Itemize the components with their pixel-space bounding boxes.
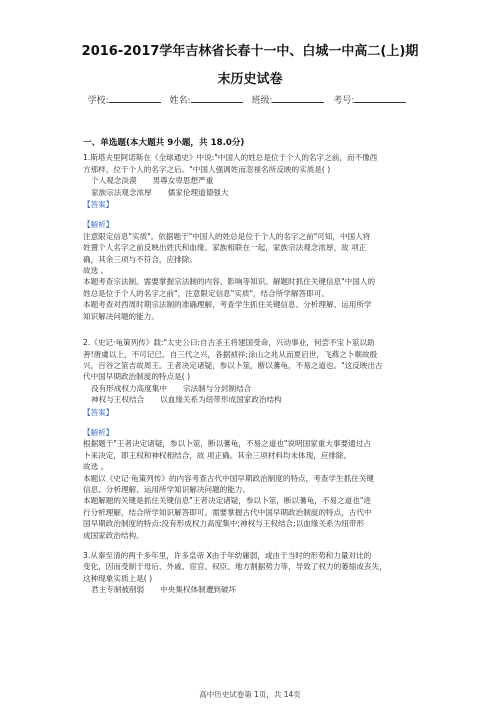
q1-stem-line: 1.斯塔夫里阿诺斯在《全球通史》中说:"中国人的姓总是位于个人的名字之前，而不像西 — [83, 153, 378, 163]
exam-number-blank — [354, 93, 406, 103]
q1-analysis-line: 本题考查宗法制。需要掌握宗法制的内容、影响等知识。解题时抓住关键信息"中国人的 — [83, 277, 376, 287]
section-title: 一、单选题(本大题共 9小题，共 18.0分) — [83, 138, 245, 148]
q2-stem-line: 善!唐虞以上，不可记已。自三代之兴，各据祯祥;涂山之兆从而夏启世，飞燕之卜顺故殷 — [83, 349, 378, 359]
q2-analysis-line: 信息、分析理解、运用所学知识解决问题的能力。 — [83, 484, 251, 494]
exam-number-label: 考号: — [333, 96, 355, 106]
q2-options-row — [83, 383, 413, 394]
q2-option-d: 以血缘关系为纽带形成国家政治结构 — [160, 395, 282, 405]
q2-option-c: 神权与王权结合 — [91, 395, 145, 405]
q2-answer-label: 【答案】 — [83, 407, 114, 417]
q1-options-row — [83, 187, 413, 198]
q2-analysis-line: 本题解题的关键是抓住关键信息"王者决定诸疑，参以卜筮，断以蓍龟，不易之道也"进 — [83, 496, 371, 506]
exam-content — [83, 138, 413, 596]
q2-analysis-line: 国早期政治制度的特点:没有形成权力高度集中;神权与王权结合;以血缘关系为纽带形 — [83, 519, 365, 529]
q1-stem-line: 方那样，位于个人的名字之后。"中国人强调姓而忽视名所反映的实质是( ) — [83, 164, 331, 174]
q3-option-b: 中央集权体制遭到破坏 — [160, 585, 237, 595]
school-blank — [109, 93, 161, 103]
q2-analysis-line: 根据题干"王者决定诸疑，参以卜筮，断以蓍龟，不易之道也"说明国家重大事要通过占 — [83, 439, 371, 449]
q2-analysis-line: 成国家政治结构。 — [83, 530, 144, 540]
page-footer: 高中历史试卷第 1页，共 14页 — [199, 690, 301, 699]
q1-analysis-line: 知识解决问题的能力。 — [83, 311, 159, 321]
q1-option-b: 男尊女卑思想严重 — [152, 176, 214, 186]
name-blank — [191, 93, 243, 103]
q3-options-row — [83, 584, 413, 595]
q1-option-c: 家族宗法观念浓厚 — [91, 187, 152, 197]
question-3 — [83, 550, 413, 596]
q1-analysis-line: 确，其余三项与不符合，应排除。 — [83, 254, 197, 264]
q2-option-b: 宗法制与分封制结合 — [182, 383, 252, 393]
q2-option-a: 没有形成权力高度集中 — [91, 383, 167, 393]
q2-stem-line: 2.《史记·龟策列传》载:"太史公曰:自古圣王将建国受命，兴动事业，何尝不宝卜筮以助 — [83, 338, 375, 348]
student-info-row — [0, 93, 500, 106]
q3-stem-line: 这种现象实质上是( ) — [83, 573, 153, 583]
q1-analysis-line: 注意限定信息"实质"。依据题干"中国人的姓总是位于个人的名字之前"可知，中国人将 — [83, 231, 371, 241]
q2-stem-line: 代中国早期政治制度的特点是( ) — [83, 372, 191, 382]
exam-title-line2: 末历史试卷 — [217, 72, 283, 87]
q2-analysis-line: 故选 。 — [83, 462, 109, 472]
q2-analysis-line: 本题以《史记·龟策列传》的内容考查古代中国早期政治制度的特点，考查学生抓住关键 — [83, 473, 374, 483]
q2-options-row — [83, 394, 413, 405]
q1-options-row — [83, 175, 413, 186]
q1-answer-label: 【答案】 — [83, 200, 114, 210]
q1-option-d: 儒家伦理道德强大 — [167, 187, 229, 197]
q3-stem-line: 3.从秦至清的两千多年里，许多皇帝 X由于年幼庸弱，或由于当时的形势和力量对比的 — [83, 551, 372, 560]
q1-analysis-line: 姓总是位于个人的名字之前"，注意限定信息"实质"，结合所学解答即可。 — [83, 288, 329, 298]
q2-analysis-label: 【解析】 — [83, 427, 114, 437]
q2-analysis-line: 卜来决定，即王权和神权相结合，故 项正确。其余三项材料均未体现，应排除。 — [83, 450, 352, 460]
q1-analysis-line: 故选 。 — [83, 266, 109, 276]
q1-analysis-line: 本题考查对西周时期宗法制的准确理解，考查学生抓住关键信息、分析理解、运用所学 — [83, 300, 372, 310]
class-blank — [272, 93, 324, 103]
school-label: 学校: — [87, 96, 109, 106]
question-2 — [83, 337, 413, 541]
q3-option-a: 君主专制被削弱 — [91, 585, 145, 595]
exam-title-line1: 2016-2017学年吉林省长春十一中、白城一中高二(上)期 — [81, 44, 419, 59]
q1-analysis-label: 【解析】 — [83, 220, 114, 230]
q1-analysis-line: 姓置个人名字之前反映出姓氏和血缘、家族相联在一起，家族宗法观念浓厚，故 项正 — [83, 243, 367, 253]
q2-stem-line: 兴，百谷之筮吉故周王。王者决定诸疑，参以卜筮，断以蓍龟，不易之道也。"这反映出古 — [83, 360, 383, 370]
name-label: 姓名: — [169, 96, 191, 106]
q1-option-a: 个人观念淡漠 — [91, 176, 137, 186]
class-label: 班级: — [251, 96, 273, 106]
question-1 — [83, 152, 413, 322]
q2-analysis-line: 行分析理解，结合所学知识解答即可。需要掌握古代中国早期政治制度的特点，古代中 — [83, 507, 372, 517]
q3-stem-line: 变化，因而受制于母后、外戚、宦官、权臣、地方割据势力等，导致了权力的萎缩或丧失， — [83, 562, 387, 572]
